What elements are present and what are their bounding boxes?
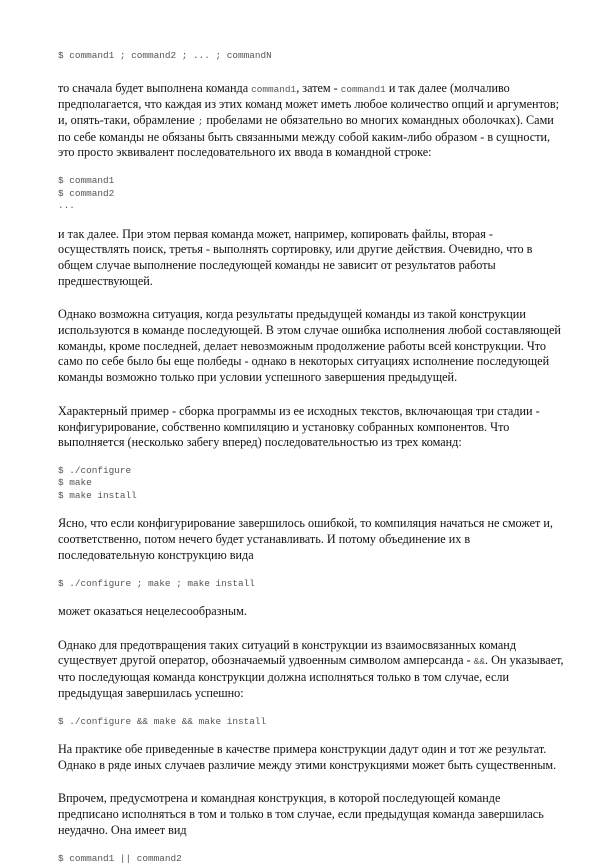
code-line: ... [58, 200, 75, 212]
inline-code: command1 [340, 83, 386, 95]
paragraph: и так далее. При этом первая команда может, например, копировать файлы, вторая - осуществлять поиск, третья - выполнять сортировку, или другие действия. Очевидно, что в общем случае выполнение последующей команды не зависит от результатов работы предшествующей. [58, 226, 533, 288]
paragraph: может оказаться нецелесообразным. [58, 604, 247, 619]
code-line: $ command1 [58, 175, 115, 187]
text: . Он указывает, что последующая команда конструкции должна исполняться только в том случае, если предыдущая завершилась успешно: [58, 653, 564, 700]
code-block-sequential: $ ./configure ; make ; make install [58, 577, 255, 589]
paragraph: Однако возможна ситуация, когда результаты предыдущей команды из такой конструкции используются в команде последующей. В этом случае ошибка исполнения любой составляющей команды, кроме последней, делает невозможным продолжение работы всей конструкции. Что само по себе было бы еще полбеды - однако в некоторых ситуациях исполнение последующей команды возможно только при условии успешного завершения предыдущей. [58, 307, 561, 385]
code-block-or: $ command1 || command2 [58, 852, 182, 864]
code-block-and: $ ./configure && make && make install [58, 715, 267, 727]
paragraph-intro [58, 81, 564, 162]
inline-code: command1 [251, 83, 297, 95]
paragraph: На практике обе приведенные в качестве примера конструкции дадут один и тот же результат. Однако в ряде иных случаев различие между этими конструкциями может быть существенным. [58, 742, 557, 772]
text: то сначала будет выполнена команда [58, 80, 252, 95]
paragraph: Характерный пример - сборка программы из ее исходных текстов, включающая три стадии - конфигурирование, собственно компиляцию и установку собранных компонентов. Что выполняется (несколько забегу вперед) последовательностью из трех команд: [58, 403, 540, 450]
paragraph: Ясно, что если конфигурирование завершилось ошибкой, то компиляция начаться не сможет и, соответственно, потом нечего будет устанавливать. И потому объединение их в последовательную конструкцию вида [58, 516, 553, 562]
code-block-sequence: $ command1 ; command2 ; ... ; commandN [58, 50, 272, 61]
inline-code: ; [197, 115, 204, 127]
code-block-build [58, 465, 564, 503]
code-block-lines [58, 175, 564, 213]
code-line: $ make install [58, 489, 137, 501]
inline-code: && [473, 656, 485, 668]
text: , затем - [296, 80, 341, 95]
code-line: $ ./configure [58, 464, 132, 476]
text: пробелами не обязательно во многих командных оболочках). Сами по себе команды не обязаны быть связанными между собой каким-либо образом - в сущности, это просто эквивалент последовательного их ввода в командной строке: [58, 112, 554, 160]
text: Однако для предотвращения таких ситуаций в конструкции из взаимосвязанных команд существует другой оператор, обозначаемый удвоенным символом амперсанда - [58, 637, 517, 668]
paragraph-and-operator [58, 638, 564, 702]
code-line: $ make [58, 477, 92, 489]
paragraph: Впрочем, предусмотрена и командная конструкция, в которой последующей команде предписано исполняться в том и только в том случае, если предыдущая команда завершилась неудачно. Она имеет вид [58, 791, 544, 837]
code-line: $ command2 [58, 187, 115, 199]
text: и так далее (молчаливо предполагается, что каждая из этих команд может иметь любое количество опций и аргументов; и, опять-таки, обрамление [58, 80, 559, 127]
document-page [58, 50, 564, 865]
